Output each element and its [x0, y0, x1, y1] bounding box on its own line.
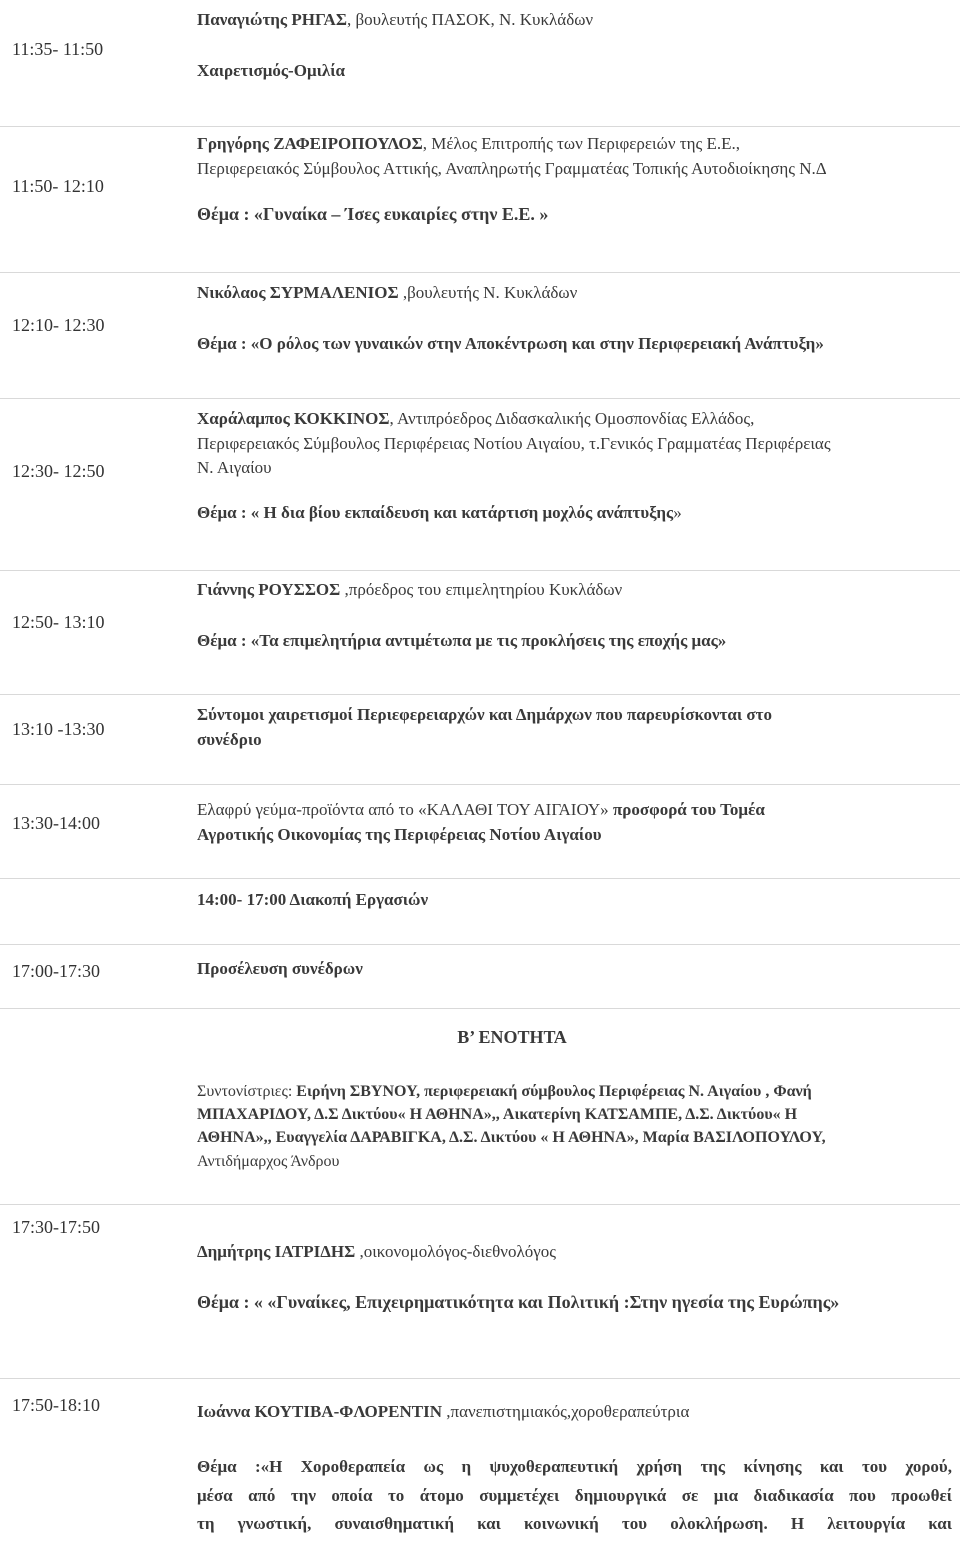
moderators-list: Ειρήνη ΣΒΥΝΟΥ, περιφερειακή σύμβουλος Περιφέρειας Ν. Αιγαίου , Φανή [292, 1083, 812, 1100]
speaker-name: Παναγιώτης ΡΗΓΑΣ [197, 10, 347, 29]
speaker-role: , Αντιπρόεδρος Διδασκαλικής Ομοσπονδίας Ελλάδος, [389, 409, 755, 428]
topic: Θέμα : «Τα επιμελητήρια αντιμέτωπα με τις προκλήσεις της εποχής μας» [197, 630, 727, 650]
topic: Θέμα : «Ο ρόλος των γυναικών στην Αποκέντρωση και στην Περιφερειακή Ανάπτυξη» [197, 333, 824, 353]
moderators-label: Συντονίστριες: [197, 1083, 293, 1100]
break-entry [197, 888, 952, 913]
speaker-role: , Μέλος Επιτροπής των Περιφερειών της Ε.Ε., [422, 134, 740, 153]
speaker-role-cont: Ν. Αιγαίου [197, 458, 272, 478]
row-divider [0, 1008, 960, 1009]
agenda-entry [197, 1400, 952, 1539]
lunch-text: Ελαφρύ γεύμα-προϊόντα από το «ΚΑΛΑΘΙ ΤΟΥ ΑΙΓΑΙΟΥ» [197, 800, 609, 819]
topic: Θέμα : «Γυναίκα – Ίσες ευκαιρίες στην Ε.Ε. » [197, 204, 549, 225]
time-slot: 12:50- 13:10 [12, 612, 105, 632]
time-slot: 13:30-14:00 [12, 813, 100, 833]
speaker-role: ,πρόεδρος του επιμελητηρίου Κυκλάδων [340, 580, 623, 599]
agenda-entry [197, 703, 952, 752]
topic-suffix: » [673, 502, 682, 522]
speaker-role: , βουλευτής ΠΑΣΟΚ, Ν. Κυκλάδων [346, 10, 594, 29]
row-divider [0, 944, 960, 945]
topic: Χαιρετισμός-Ομιλία [197, 60, 345, 80]
break-time: 14:00- 17:00 [197, 890, 290, 909]
speaker-name: Δημήτρης ΙΑΤΡΙΔΗΣ [197, 1242, 356, 1261]
time-slot: 17:00-17:30 [12, 961, 100, 981]
greetings-text-cont: συνέδριο [197, 729, 262, 749]
moderators-list-cont: ΑΘΗΝΑ»,, Ευαγγελία ΔΑΡΑΒΙΓΚΑ, Δ.Σ. Δικτύου « Η ΑΘΗΝΑ», Μαρία ΒΑΣΙΛΟΠΟΥΛΟΥ, [197, 1129, 826, 1147]
speaker-name: Ιωάννα ΚΟΥΤΙΒΑ-ΦΛΟΡΕΝΤΙΝ [197, 1402, 442, 1421]
agenda-entry [197, 798, 952, 847]
agenda-entry [197, 578, 952, 653]
row-divider [0, 398, 960, 399]
speaker-name: Χαράλαμπος ΚΟΚΚΙΝΟΣ [197, 409, 390, 428]
time-slot: 12:30- 12:50 [12, 461, 105, 481]
agenda-entry [197, 407, 952, 526]
arrival-label: Προσέλευση συνέδρων [197, 959, 363, 978]
row-divider [0, 878, 960, 879]
topic-cont: τη γνωστική, συναισθηματική και κοινωνική του ολοκλήρωση. Η λειτουργία και [197, 1514, 952, 1534]
row-divider [0, 570, 960, 571]
time-slot: 11:50- 12:10 [12, 176, 104, 196]
speaker-name: Νικόλαος ΣΥΡΜΑΛΕΝΙΟΣ [197, 283, 399, 302]
row-divider [0, 126, 960, 127]
time-slot: 12:10- 12:30 [12, 315, 105, 335]
row-divider [0, 1204, 960, 1205]
moderators-list-cont: ΜΠΑΧΑΡΙΔΟΥ, Δ.Σ Δικτύου« Η ΑΘΗΝΑ»,, Αικατερίνη ΚΑΤΣΑΜΠΕ, Δ.Σ. Δικτύου« Η [197, 1106, 798, 1124]
speaker-role: ,πανεπιστημιακός,χοροθεραπεύτρια [442, 1402, 690, 1421]
row-divider [0, 784, 960, 785]
agenda-entry [197, 1240, 952, 1315]
moderators-list-cont: Αντιδήμαρχος Άνδρου [197, 1152, 340, 1170]
agenda-entry [197, 132, 952, 227]
topic: Η δια βίου εκπαίδευση και κατάρτιση μοχλός ανάπτυξης [263, 502, 674, 522]
moderators [197, 1080, 952, 1173]
agenda-entry [197, 281, 952, 356]
greetings-text: Σύντομοι χαιρετισμοί Περιεφερειαρχών και Δημάρχων που παρευρίσκονται στο [197, 705, 773, 724]
time-slot: 13:10 -13:30 [12, 719, 105, 739]
row-divider [0, 1378, 960, 1379]
speaker-role-cont: Περιφερειακός Σύμβουλος Αττικής, Αναπληρωτής Γραμματέας Τοπικής Αυτοδιοίκησης Ν.Δ [197, 158, 827, 178]
lunch-sponsor: προσφορά του Τομέα [608, 800, 765, 819]
break-label: Διακοπή Εργασιών [289, 890, 429, 909]
time-slot: 17:50-18:10 [12, 1395, 100, 1415]
time-slot: 11:35- 11:50 [12, 39, 104, 59]
topic-prefix: Θέμα : « [197, 502, 264, 522]
speaker-name: Γιάννης ΡΟΥΣΣΟΣ [197, 580, 341, 599]
topic: Θέμα :«Η Χοροθεραπεία ως η ψυχοθεραπευτική χρήση της κίνησης και του χορού, [197, 1456, 952, 1476]
speaker-role: ,οικονομολόγος-διεθνολόγος [355, 1242, 556, 1261]
section-title: Β’ ΕΝΟΤΗΤΑ [457, 1027, 567, 1047]
agenda-entry [197, 8, 952, 83]
row-divider [0, 694, 960, 695]
speaker-role-cont: Περιφερειακός Σύμβουλος Περιφέρειας Νοτίου Αιγαίου, τ.Γενικός Γραμματέας Περιφέρειας [197, 433, 831, 453]
lunch-sponsor-cont: Αγροτικής Οικονομίας της Περιφέρειας Νοτίου Αιγαίου [197, 824, 602, 844]
topic: Θέμα : « «Γυναίκες, Επιχειρηματικότητα και Πολιτική :Στην ηγεσία της Ευρώπης» [197, 1291, 840, 1312]
speaker-name: Γρηγόρης ΖΑΦΕΙΡΟΠΟΥΛΟΣ [197, 134, 423, 153]
time-slot: 17:30-17:50 [12, 1217, 100, 1237]
row-divider [0, 272, 960, 273]
speaker-role: ,βουλευτής Ν. Κυκλάδων [398, 283, 578, 302]
topic-cont: μέσα από την οποία το άτομο συμμετέχει δημιουργικά σε μια διαδικασία που προωθεί [197, 1485, 952, 1505]
